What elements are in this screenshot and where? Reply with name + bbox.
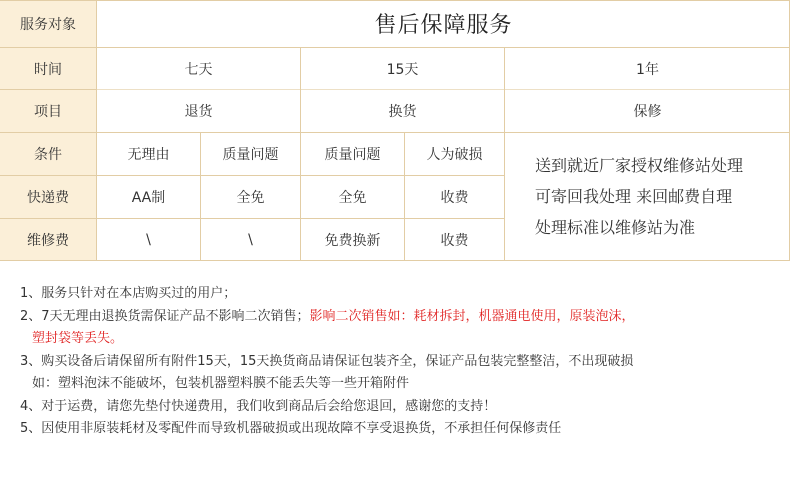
condition-quality-issue: 质量问题 <box>324 147 381 163</box>
note-text: 2、7天无理由退换货需保证产品不影响二次销售； <box>20 308 310 324</box>
label-item: 项目 <box>0 90 96 132</box>
label-time: 时间 <box>0 48 96 90</box>
shipping-value: AA制 <box>131 190 166 206</box>
note-item <box>20 306 780 329</box>
table-title: 售后保障服务 <box>374 13 513 38</box>
table-border <box>0 175 505 176</box>
time-one-year: 1年 <box>636 62 659 78</box>
table-border <box>97 89 790 90</box>
table-border <box>0 47 790 48</box>
label-repair: 维修费 <box>0 219 96 260</box>
note-text: 4、对于运费，请您先垫付快递费用，我们收到商品后会给您退回，感谢您的支持！ <box>20 398 497 414</box>
table-border <box>0 0 790 1</box>
label-service-target: 服务对象 <box>0 0 96 47</box>
item-warranty: 保修 <box>633 104 662 120</box>
note-text: 如：塑料泡沫不能破坏，包装机器塑料膜不能丢失等一些开箱附件 <box>32 376 410 391</box>
item-return: 退货 <box>184 104 213 120</box>
shipping-value: 全免 <box>338 190 367 206</box>
time-seven-days: 七天 <box>184 62 213 78</box>
table-border <box>300 47 301 261</box>
table-border <box>96 0 97 261</box>
condition-no-reason: 无理由 <box>127 147 170 163</box>
repair-value: \ <box>146 231 151 248</box>
table-border <box>200 132 201 261</box>
note-text: 3、购买设备后请保留所有附件15天，15天换货商品请保证包装齐全，保证产品包装完整整洁，不出现破损 <box>20 353 634 369</box>
warranty-line: 处理标准以维修站为准 <box>535 218 696 237</box>
warranty-line: 送到就近厂家授权维修站处理 <box>535 156 744 175</box>
warranty-description <box>505 133 790 260</box>
table-border <box>404 132 405 261</box>
note-item <box>20 283 780 306</box>
label-shipping: 快递费 <box>0 176 96 218</box>
condition-quality-issue: 质量问题 <box>222 147 279 163</box>
table-border <box>504 47 505 261</box>
note-item <box>20 418 780 441</box>
note-text: 1、服务只针对在本店购买过的用户； <box>20 286 237 301</box>
note-highlight: 影响二次销售如：耗材拆封，机器通电使用，原装泡沫， <box>309 308 635 324</box>
note-item-continued <box>20 328 780 351</box>
shipping-value: 收费 <box>440 190 469 206</box>
repair-value: 免费换新 <box>324 232 381 249</box>
note-text: 5、因使用非原装耗材及零配件而导致机器破损或出现故障不享受退换货，不承担任何保修责任 <box>20 421 562 436</box>
label-condition: 条件 <box>0 133 96 175</box>
condition-human-damage: 人为破损 <box>426 147 483 163</box>
table-border <box>0 218 505 219</box>
table-border <box>0 89 96 90</box>
note-highlight: 塑封袋等丢失。 <box>32 331 124 346</box>
shipping-value: 全免 <box>236 190 265 206</box>
time-fifteen-days: 15天 <box>386 62 419 78</box>
table-border <box>0 260 790 261</box>
table-border <box>0 132 790 133</box>
note-item <box>20 396 780 419</box>
note-item-continued <box>20 373 780 396</box>
warranty-line: 可寄回我处理 来回邮费自理 <box>535 187 733 206</box>
service-notes <box>20 283 780 441</box>
note-item <box>20 351 780 374</box>
repair-value: 收费 <box>440 232 469 249</box>
item-exchange: 换货 <box>388 104 417 120</box>
repair-value: \ <box>248 231 253 248</box>
